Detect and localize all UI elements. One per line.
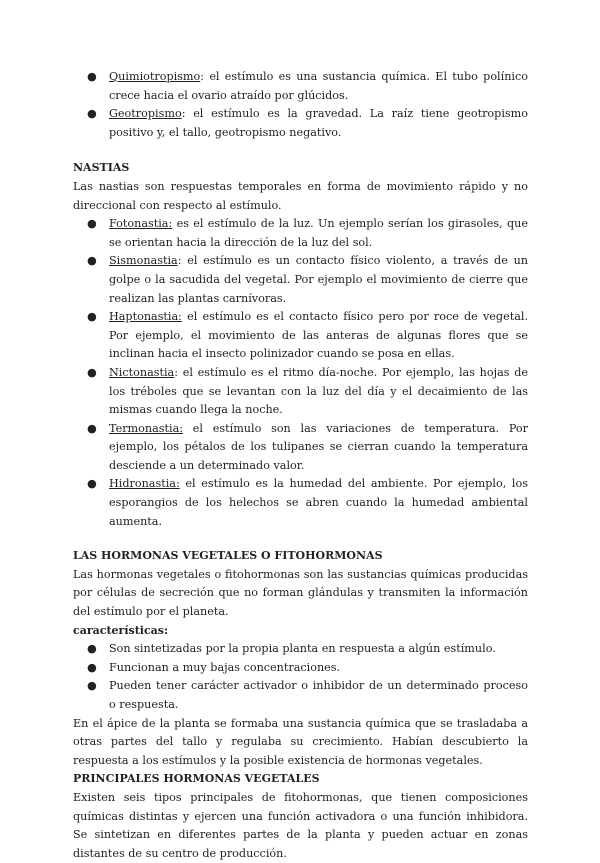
bullet-icon: ● [87,642,97,656]
definition: : el estímulo es el ritmo día-noche. Por ejemplo, las hojas de los tréboles que se levantan con la luz del día y el decaimiento de las mismas cuando llega la noche. [109,365,528,417]
caracteristicas-list [73,640,528,714]
list-text: Pueden tener carácter activador o inhibidor de un determinado proceso o respuesta. [109,679,528,711]
term: Hidronastia: [109,477,180,491]
section-heading-hormonas: LAS HORMONAS VEGETALES O FITOHORMONAS [73,549,383,563]
term: Quimiotropismo [109,70,201,83]
list-text: Funcionan a muy bajas concentraciones. [109,660,341,674]
list-text: Son sintetizadas por la propia planta en respuesta a algún estímulo. [109,642,496,656]
list-item [73,252,528,308]
principales-text: Existen seis tipos principales de fitohormonas, que tienen composiciones químicas distintas y ejercen una función activadora o una función inhibidora. Se sintetizan en diferentes partes de la planta y pueden actuar en zonas distantes de su centro de producción. [73,790,528,860]
section-heading-principales: PRINCIPALES HORMONAS VEGETALES [73,772,320,786]
document-page [73,68,528,863]
definition: : el estímulo es la gravedad. La raíz tiene geotropismo positivo y, el tallo, geotropismo negativo. [109,107,528,139]
definition: es el estímulo de la luz. Un ejemplo serían los girasoles, que se orientan hacia la dirección de la luz del sol. [109,217,528,249]
definition: : el estímulo es una sustancia química. El tubo polínico crece hacia el ovario atraído por glúcidos. [109,70,528,102]
bullet-icon: ● [87,660,97,674]
caracteristicas-label: características: [73,623,169,637]
bullet-icon: ● [87,217,97,231]
term: Sismonastia [109,254,178,268]
term: Fotonastia: [109,217,173,231]
nastias-list [73,215,528,531]
tropismos-list [73,68,528,142]
definition: el estímulo son las variaciones de temperatura. Por ejemplo, los pétalos de los tulipanes se cierran cuando la temperatura desciende a un determinado valor. [109,421,528,472]
list-item [73,105,528,142]
nastias-intro: Las nastias son respuestas temporales en forma de movimiento rápido y no direccional con respecto al estímulo. [73,179,528,212]
term: Geotropismo [109,107,182,121]
bullet-icon: ● [87,365,97,379]
definition: el estímulo es el contacto físico pero por roce de vegetal. Por ejemplo, el movimiento de las anteras de algunas flores que se inclinan hacia el insecto polinizador cuando se posa en ellas. [109,310,528,361]
hormonas-paragraph: En el ápice de la planta se formaba una sustancia química que se trasladaba a otras partes del tallo y regulaba su crecimiento. Habían descubierto la respuesta a los estímulos y la posible existencia de hormonas vegetales. [73,716,528,767]
bullet-icon: ● [87,477,97,491]
term: Nictonastia [109,365,175,379]
list-item [73,68,528,105]
list-item [73,659,528,678]
list-item [73,308,528,364]
term: Haptonastia: [109,310,182,324]
bullet-icon: ● [87,107,97,121]
list-item [73,475,528,531]
section-heading-nastias: NASTIAS [73,161,130,175]
list-item [73,215,528,252]
bullet-icon: ● [87,421,97,435]
definition: : el estímulo es un contacto físico violento, a través de un golpe o la sacudida del vegetal. Por ejemplo el movimiento de cierre que realizan las plantas carnívoras. [109,254,528,305]
list-item [73,420,528,476]
bullet-icon: ● [87,310,97,324]
list-item [73,640,528,659]
bullet-icon: ● [87,254,97,268]
bullet-icon: ● [87,70,97,83]
list-item [73,364,528,420]
hormonas-intro: Las hormonas vegetales o fitohormonas son las sustancias químicas producidas por células de secreción que no forman glándulas y transmiten la información del estímulo por el planeta. [73,567,528,619]
bullet-icon: ● [87,679,97,693]
definition: el estímulo es la humedad del ambiente. Por ejemplo, los esporangios de los helechos se abren cuando la humedad ambiental aumenta. [109,477,528,528]
term: Termonastia: [109,421,184,435]
list-item [73,677,528,714]
